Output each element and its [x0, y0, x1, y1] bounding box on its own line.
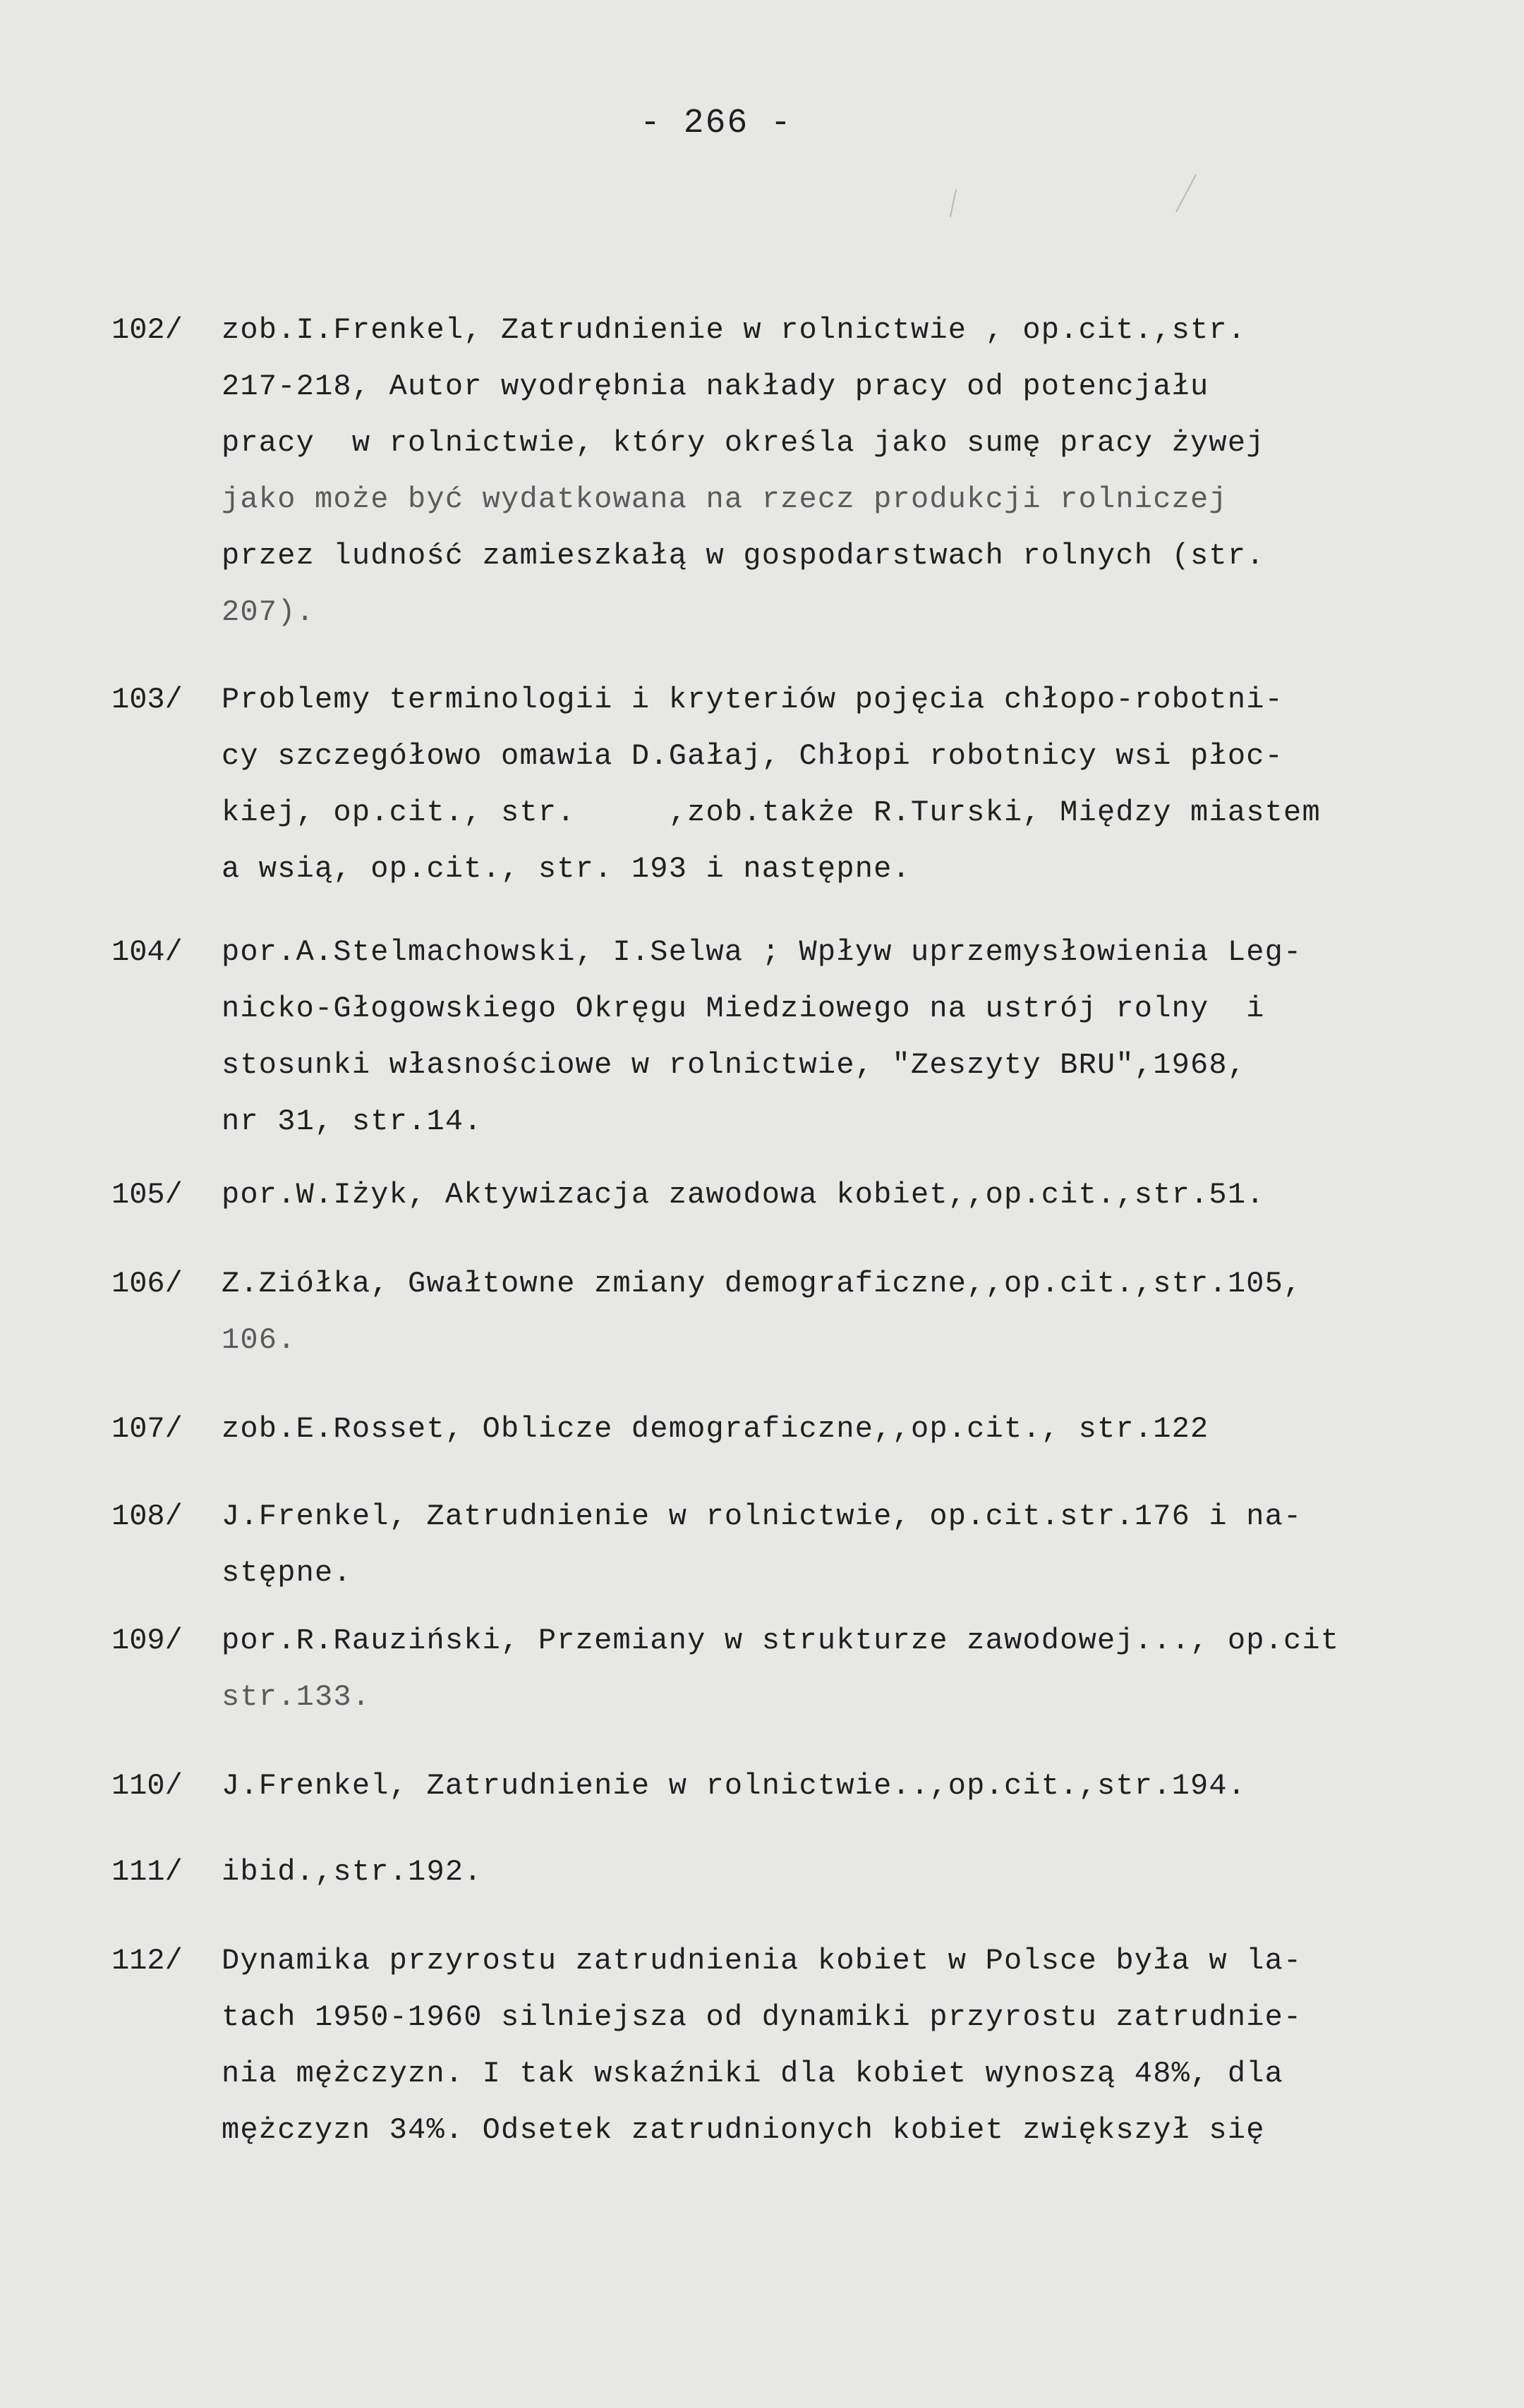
footnote-line: przez ludność zamieszkałą w gospodarstwach rolnych (str. — [222, 539, 1265, 573]
footnote-line: J.Frenkel, Zatrudnienie w rolnictwie..,op.cit.,str.194. — [222, 1769, 1247, 1803]
footnote-line: J.Frenkel, Zatrudnienie w rolnictwie, op.cit.str.176 i na- — [222, 1500, 1302, 1533]
footnote-line: ibid.,str.192. — [222, 1855, 483, 1889]
footnote-line: cy szczegółowo omawia D.Gałaj, Chłopi robotnicy wsi płoc- — [222, 739, 1284, 773]
footnote-line: Z.Ziółka, Gwałtowne zmiany demograficzne,,op.cit.,str.105, — [222, 1267, 1302, 1301]
page-number: - 266 - — [640, 104, 792, 142]
footnote-number: 106/ — [111, 1267, 183, 1301]
footnote-line: nia mężczyzn. I tak wskaźniki dla kobiet wynoszą 48%, dla — [222, 2057, 1284, 2091]
footnote-line: Dynamika przyrostu zatrudnienia kobiet w Polsce była w la- — [222, 1944, 1302, 1978]
footnote-number: 102/ — [111, 313, 183, 347]
footnote-number: 104/ — [111, 935, 183, 969]
footnote-number: 107/ — [111, 1412, 183, 1446]
footnote-number: 103/ — [111, 683, 183, 717]
footnote-line: por.W.Iżyk, Aktywizacja zawodowa kobiet,,op.cit.,str.51. — [222, 1178, 1265, 1212]
footnote-line: a wsią, op.cit., str. 193 i następne. — [222, 852, 911, 886]
footnote-line: por.R.Rauziński, Przemiany w strukturze zawodowej..., op.cit — [222, 1624, 1340, 1658]
footnote-line: zob.E.Rosset, Oblicze demograficzne,,op.cit., str.122 — [222, 1412, 1209, 1446]
footnote-line: kiej, op.cit., str. ,zob.także R.Turski, Między miastem — [222, 796, 1321, 829]
footnote-line: 217-218, Autor wyodrębnia nakłady pracy od potencjału — [222, 370, 1209, 403]
footnote-line: zob.I.Frenkel, Zatrudnienie w rolnictwie , op.cit.,str. — [222, 313, 1247, 347]
footnote-number: 112/ — [111, 1944, 183, 1978]
footnote-number: 105/ — [111, 1178, 183, 1212]
footnote-number: 110/ — [111, 1769, 183, 1803]
footnote-number: 109/ — [111, 1624, 183, 1658]
footnote-line: 106. — [222, 1323, 296, 1357]
footnote-line: stępne. — [222, 1556, 352, 1590]
footnote-line: nr 31, str.14. — [222, 1105, 483, 1138]
footnote-line: por.A.Stelmachowski, I.Selwa ; Wpływ uprzemysłowienia Leg- — [222, 935, 1302, 969]
footnote-line: pracy w rolnictwie, który określa jako sumę pracy żywej — [222, 426, 1265, 460]
footnote-line: 207). — [222, 595, 315, 629]
footnote-line: mężczyzn 34%. Odsetek zatrudnionych kobiet zwiększył się — [222, 2113, 1265, 2147]
footnote-number: 111/ — [111, 1855, 183, 1889]
footnote-line: str.133. — [222, 1680, 371, 1714]
footnote-line: jako może być wydatkowana na rzecz produkcji rolniczej — [222, 482, 1228, 516]
footnote-number: 108/ — [111, 1500, 183, 1533]
footnote-line: nicko-Głogowskiego Okręgu Miedziowego na ustrój rolny i — [222, 992, 1265, 1026]
footnote-line: stosunki własnościowe w rolnictwie, "Zeszyty BRU",1968, — [222, 1048, 1247, 1082]
footnote-line: Problemy terminologii i kryteriów pojęcia chłopo-robotni- — [222, 683, 1284, 717]
footnote-line: tach 1950-1960 silniejsza od dynamiki przyrostu zatrudnie- — [222, 2000, 1302, 2034]
